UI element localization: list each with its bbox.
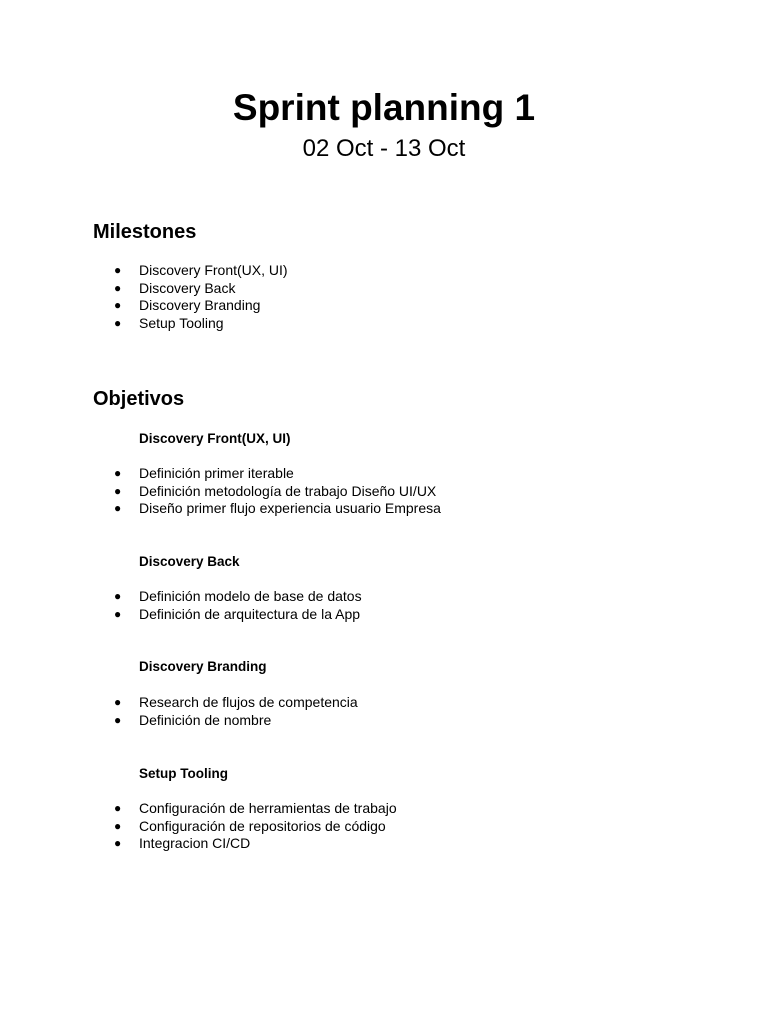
bullet-icon: ● xyxy=(114,298,122,313)
bullet-icon: ● xyxy=(114,263,122,277)
page-title: Sprint planning 1 xyxy=(232,87,536,128)
bullet-icon: ● xyxy=(114,695,122,709)
list-item: ● Configuración de herramientas de trabajo xyxy=(114,800,397,816)
bullet-icon: ● xyxy=(114,801,122,815)
bullet-icon: ● xyxy=(114,589,122,603)
list-item: ● Definición primer iterable xyxy=(114,465,294,481)
list-item: ● Definición de arquitectura de la App xyxy=(114,605,361,622)
bullet-icon: ● xyxy=(114,466,122,480)
objetivos-heading: Objetivos xyxy=(93,388,185,410)
list-item: ● Research de flujos de competencia xyxy=(114,694,358,710)
group-title-setup-tooling: Setup Tooling xyxy=(139,766,228,781)
bullet-icon: ● xyxy=(114,606,122,621)
group-title-discovery-branding: Discovery Branding xyxy=(139,659,267,674)
bullet-icon: ● xyxy=(114,316,122,331)
list-item: ● Definición de nombre xyxy=(114,711,272,728)
list-item: ● Configuración de repositorios de código xyxy=(114,817,386,834)
list-item: ● Diseño primer flujo experiencia usuario Empresa xyxy=(114,500,441,517)
list-item: ● Definición modelo de base de datos xyxy=(114,588,362,604)
milestones-heading: Milestones xyxy=(93,221,197,243)
list-item: ● Discovery Branding xyxy=(114,297,261,314)
bullet-icon: ● xyxy=(114,836,122,851)
group-title-discovery-front: Discovery Front(UX, UI) xyxy=(139,431,291,446)
group-list-discovery-branding xyxy=(0,694,358,729)
date-range: 02 Oct - 13 Oct xyxy=(302,135,466,162)
list-item: ● Discovery Back xyxy=(114,279,236,296)
list-item: ● Discovery Front(UX, UI) xyxy=(114,262,288,278)
bullet-icon: ● xyxy=(114,818,122,833)
bullet-icon: ● xyxy=(114,483,122,498)
milestones-list xyxy=(0,262,288,333)
group-title-discovery-back: Discovery Back xyxy=(139,554,240,569)
bullet-icon: ● xyxy=(114,712,122,727)
list-item: ● Definición metodología de trabajo Diseño UI/UX xyxy=(114,482,437,499)
group-list-discovery-back xyxy=(0,588,362,623)
list-item: ● Setup Tooling xyxy=(114,315,224,332)
group-list-setup-tooling xyxy=(0,800,397,853)
bullet-icon: ● xyxy=(114,501,122,516)
group-list-discovery-front xyxy=(0,465,441,518)
bullet-icon: ● xyxy=(114,280,122,295)
list-item: ● Integracion CI/CD xyxy=(114,835,251,852)
